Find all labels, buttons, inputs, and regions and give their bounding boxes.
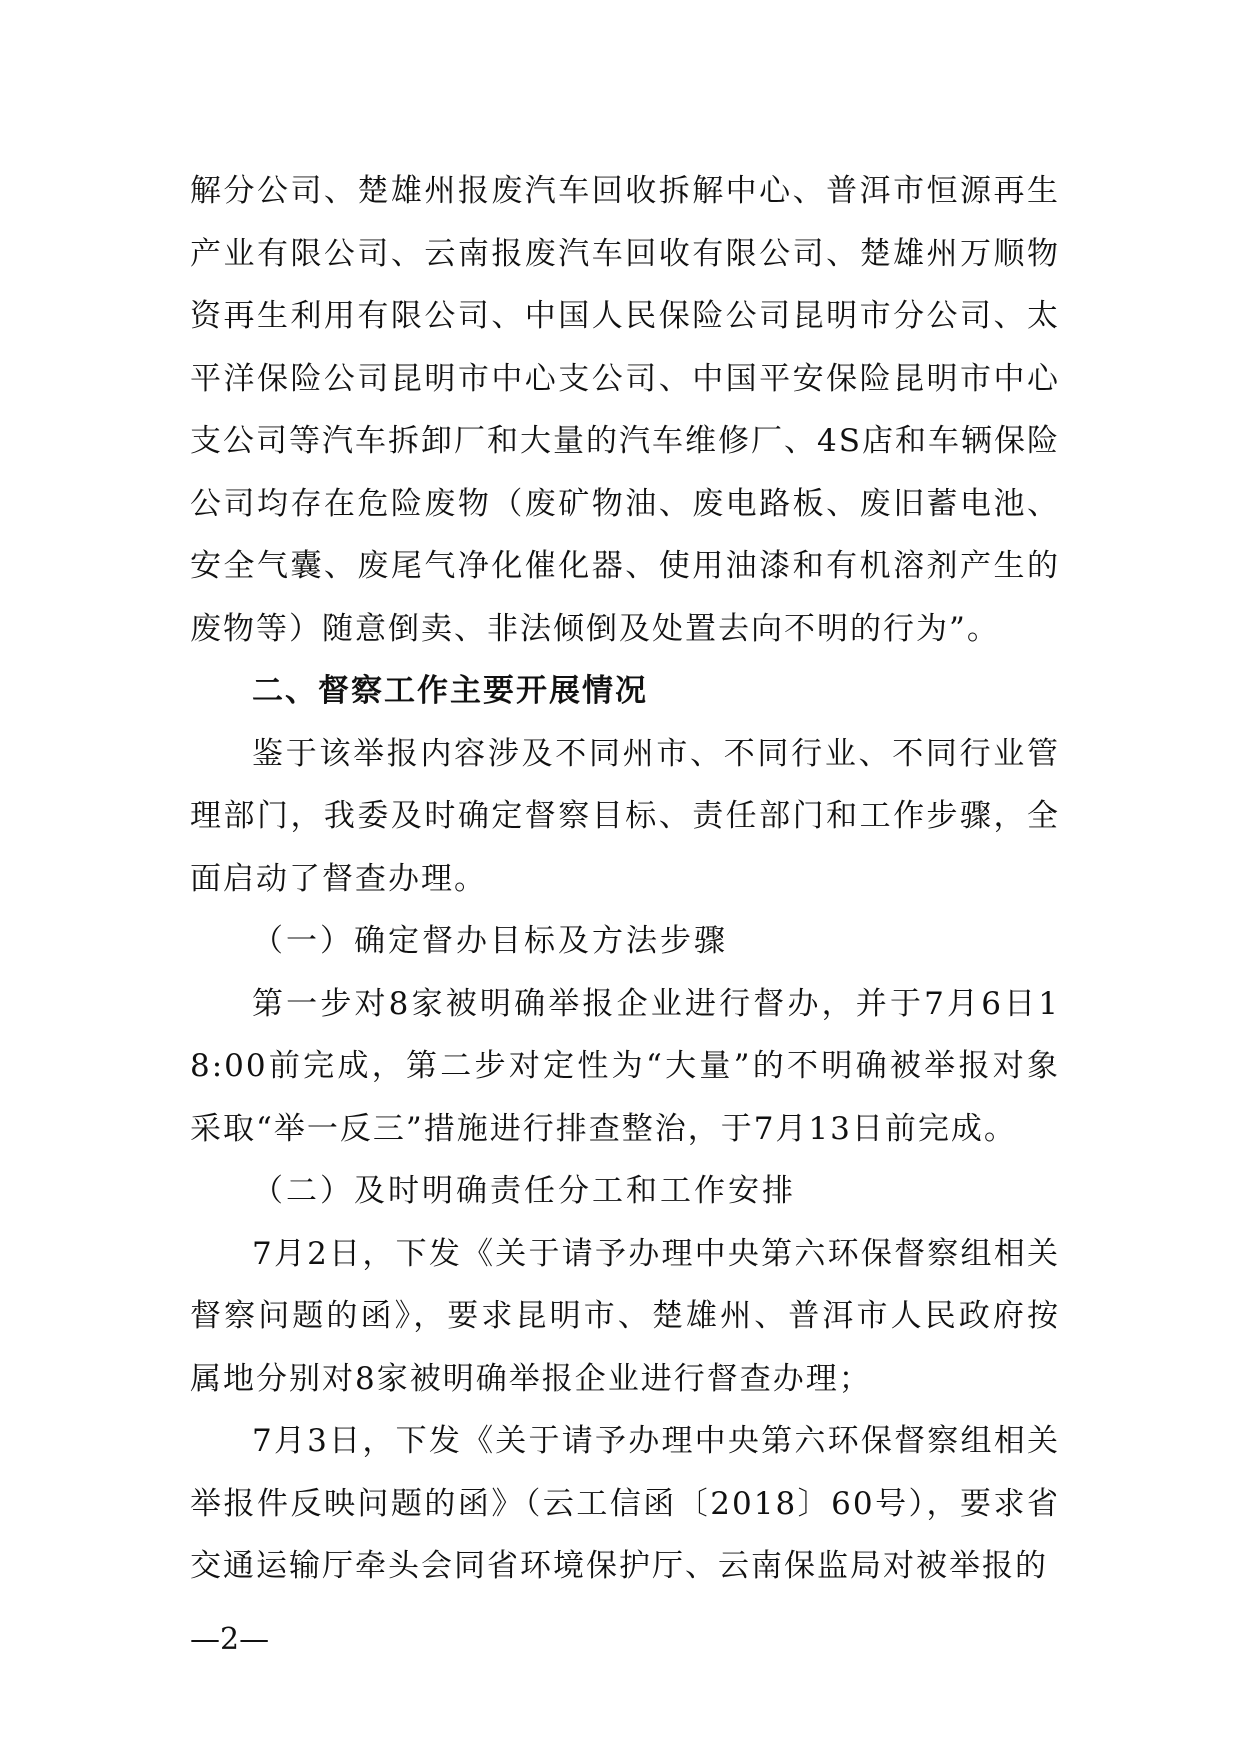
paragraph-july-3: 7月3日，下发《关于请予办理中央第六环保督察组相关举报件反映问题的函》（云工信函〔2018〕60号），要求省交通运输厅牵头会同省环境保护厅、云南保监局对被举报的 — [190, 1423, 1060, 1584]
subsection-heading-1: （一）确定督办目标及方法步骤 — [252, 923, 728, 959]
paragraph-overview: 鉴于该举报内容涉及不同州市、不同行业、不同行业管理部门，我委及时确定督察目标、责任部门和工作步骤，全面启动了督查办理。 — [190, 735, 1060, 897]
page-number: —2— — [190, 1622, 270, 1657]
subsection-heading-2: （二）及时明确责任分工和工作安排 — [252, 1173, 796, 1209]
document-body — [190, 160, 1060, 1598]
paragraph-july-2: 7月2日，下发《关于请予办理中央第六环保督察组相关督察问题的函》，要求昆明市、楚雄州、普洱市人民政府按属地分别对8家被明确举报企业进行督查办理； — [190, 1235, 1060, 1397]
paragraph-steps: 第一步对8家被明确举报企业进行督办，并于7月6日18:00前完成，第二步对定性为“大量”的不明确被举报对象采取“举一反三”措施进行排查整治，于7月13日前完成。 — [190, 985, 1060, 1147]
paragraph-continuation: 解分公司、楚雄州报废汽车回收拆解中心、普洱市恒源再生产业有限公司、云南报废汽车回收有限公司、楚雄州万顺物资再生利用有限公司、中国人民保险公司昆明市分公司、太平洋保险公司昆明市中心支公司、中国平安保险昆明市中心支公司等汽车拆卸厂和大量的汽车维修厂、4S店和车辆保险公司均存在危险废物（废矿物油、废电路板、废旧蓄电池、安全气囊、废尾气净化催化器、使用油漆和有机溶剂产生的废物等）随意倒卖、非法倾倒及处置去向不明的行为”。 — [190, 173, 1060, 647]
section-heading: 二、督察工作主要开展情况 — [252, 673, 648, 709]
